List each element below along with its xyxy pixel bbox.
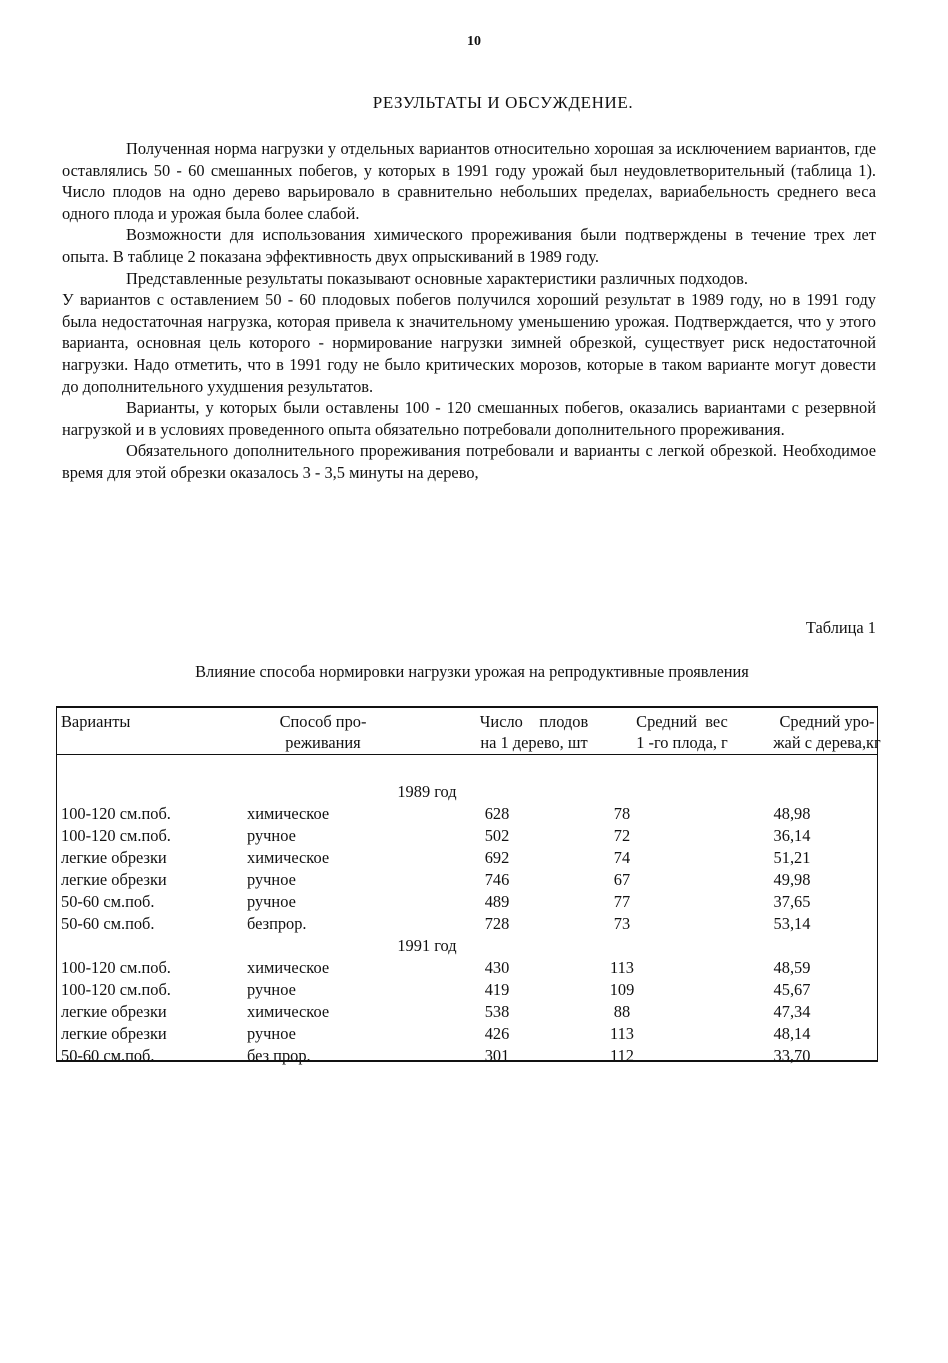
table-cell: 489 (484, 892, 510, 911)
column-header: Варианты (61, 712, 131, 731)
table-body (57, 755, 877, 1067)
table-cell: ручное (247, 1024, 296, 1043)
table-cell: 73 (613, 914, 631, 933)
year-label: 1989 год (397, 782, 457, 801)
table-cell: 78 (613, 804, 631, 823)
table-cell: 88 (613, 1002, 631, 1021)
table-cell: 746 (484, 870, 510, 889)
table-cell: 47,34 (773, 1002, 811, 1021)
table-cell: 430 (484, 958, 510, 977)
table-cell: 100-120 см.поб. (61, 826, 171, 845)
table-cell: 113 (610, 1024, 634, 1043)
table-cell: 49,98 (773, 870, 811, 889)
table-row (57, 1023, 877, 1045)
paragraph: У вариантов с оставлением 50 - 60 плодовых побегов получился хороший результат в 1989 году, но в 1991 году была недостаточная нагрузка, которая привела к значительному уменьшению урожая. Подтверждается, что у этого варианта, основная цель которого - нормирование нагрузки зимней обрезкой, существует риск недостаточной нагрузки. Надо отметить, что в 1991 году не было критических морозов, которые в таком варианте могут довести до дополнительного ухудшения результатов. (62, 290, 876, 396)
table-cell: без прор. (247, 1046, 311, 1065)
table-cell: 48,98 (773, 804, 811, 823)
table-row (57, 869, 877, 891)
table-cell: 50-60 см.поб. (61, 914, 155, 933)
year-group-row (57, 781, 877, 803)
table-cell: химическое (247, 958, 330, 977)
table-cell: 33,70 (773, 1046, 811, 1065)
table-cell: 53,14 (773, 914, 811, 933)
table-cell: 502 (484, 826, 510, 845)
table-cell: 728 (484, 914, 510, 933)
table-row (57, 957, 877, 979)
table-cell: 77 (613, 892, 631, 911)
table-cell: легкие обрезки (61, 1024, 167, 1043)
table-row (57, 913, 877, 935)
section-title: РЕЗУЛЬТАТЫ И ОБСУЖДЕНИЕ. (372, 93, 634, 112)
table-cell: легкие обрезки (61, 1002, 167, 1021)
table-cell: 538 (484, 1002, 510, 1021)
paragraph: Представленные результаты показывают основные характеристики различных подходов. (126, 268, 748, 288)
table-cell: 628 (484, 804, 510, 823)
table-cell: 48,59 (773, 958, 811, 977)
table-cell: 419 (484, 980, 510, 999)
table-row (57, 803, 877, 825)
table-cell: 100-120 см.поб. (61, 980, 171, 999)
table-cell: 50-60 см.поб. (61, 892, 155, 911)
table-cell: ручное (247, 870, 296, 889)
table-row (57, 825, 877, 847)
table-cell: ручное (247, 826, 296, 845)
column-header: Средний вес 1 -го плода, г (636, 712, 728, 752)
table-cell: 100-120 см.поб. (61, 958, 171, 977)
table-cell: 109 (609, 980, 635, 999)
table-row (57, 979, 877, 1001)
table-cell: 72 (613, 826, 631, 845)
table-cell: легкие обрезки (61, 848, 167, 867)
table-cell: 36,14 (773, 826, 811, 845)
paragraph: Обязательного дополнительного прореживания потребовали и варианты с легкой обрезкой. Необходимое время для этой обрезки оказалось 3 - 3,5 минуты на дерево, (62, 441, 876, 482)
table-cell: 426 (484, 1024, 510, 1043)
column-header: Способ про- реживания (279, 712, 367, 752)
table-cell: 37,65 (773, 892, 811, 911)
table-cell: 113 (610, 958, 634, 977)
column-header: Средний уро- жай с дерева,кг (773, 712, 881, 752)
table-cell: 74 (613, 848, 631, 867)
table-row (57, 1001, 877, 1023)
table-cell: 301 (484, 1046, 510, 1065)
table-cell: 67 (613, 870, 631, 889)
table-cell: химическое (247, 804, 330, 823)
table-cell: 100-120 см.поб. (61, 804, 171, 823)
year-label: 1991 год (397, 936, 457, 955)
table-cell: 45,67 (773, 980, 811, 999)
table-caption: Влияние способа нормировки нагрузки урожая на репродуктивные проявления (195, 662, 749, 681)
table-cell: химическое (247, 848, 330, 867)
paragraph: Полученная норма нагрузки у отдельных вариантов относительно хорошая за исключением вариантов, где оставлялись 50 - 60 смешанных побегов, у которых в 1991 году урожай был неудовлетворительный (таблица 1). Число плодов на одно дерево варьировало в сравнительно небольших пределах, вариабельность среднего веса одного плода и урожая была более слабой. (62, 139, 876, 223)
year-group-row (57, 935, 877, 957)
table-cell: 48,14 (773, 1024, 811, 1043)
table-cell: легкие обрезки (61, 870, 167, 889)
table-row (57, 847, 877, 869)
table-cell: ручное (247, 980, 296, 999)
table-cell: безпрор. (247, 914, 307, 933)
table-label: Таблица 1 (805, 618, 876, 637)
table-cell: химическое (247, 1002, 330, 1021)
body-text (62, 138, 876, 484)
table-row (57, 1045, 877, 1067)
table-cell: 50-60 см.поб. (61, 1046, 155, 1065)
paragraph: Возможности для использования химического прореживания были подтверждены в течение трех лет опыта. В таблице 2 показана эффективность двух опрыскиваний в 1989 году. (62, 225, 876, 266)
data-table (56, 706, 881, 1065)
column-header: Число плодов на 1 дерево, шт (479, 712, 589, 752)
table-cell: 692 (484, 848, 510, 867)
table-row (57, 891, 877, 913)
table-cell: 112 (610, 1046, 634, 1065)
page-number: 10 (467, 34, 481, 49)
table-cell: ручное (247, 892, 296, 911)
table-header (57, 708, 881, 755)
table-cell: 51,21 (773, 848, 811, 867)
paragraph: Варианты, у которых были оставлены 100 - 120 смешанных побегов, оказались вариантами с резервной нагрузкой и в условиях проведенного опыта обязательно потребовали дополнительного прореживания. (62, 398, 876, 439)
